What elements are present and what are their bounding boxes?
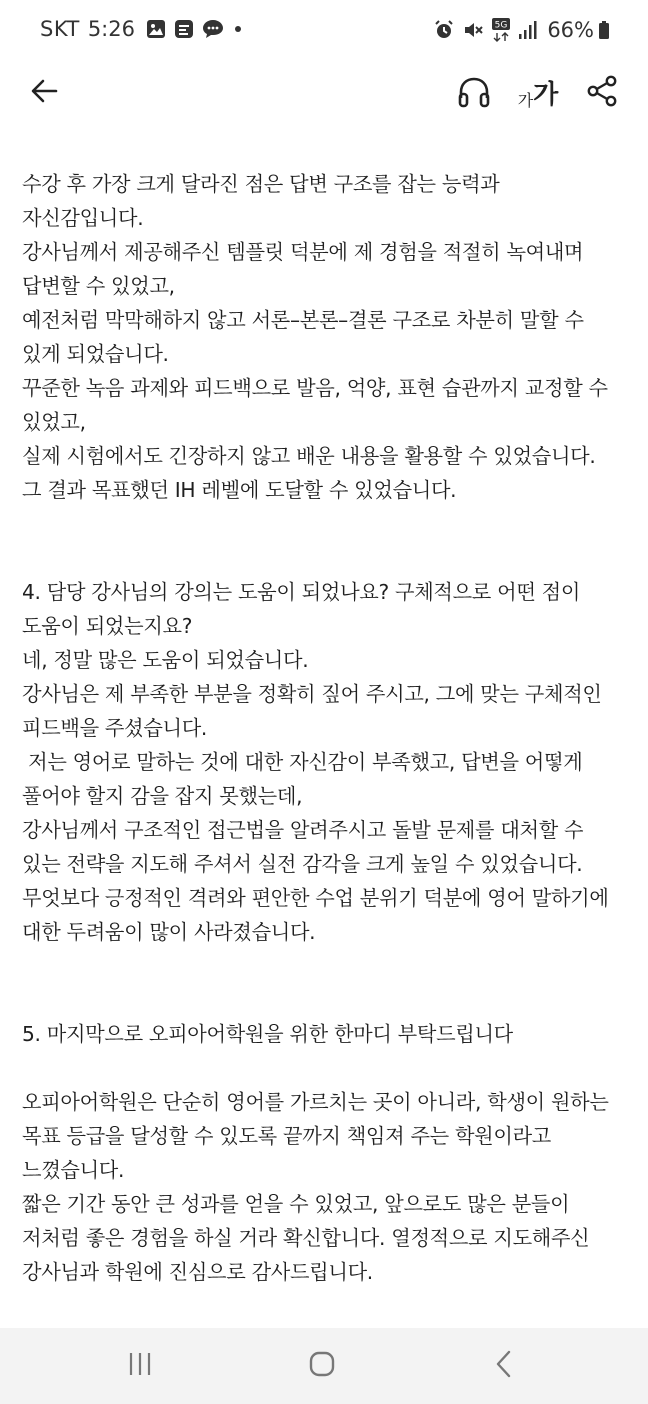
gallery-icon	[145, 18, 167, 40]
text-line: 대한 두려움이 많이 사라졌습니다.	[22, 920, 316, 944]
text-line: 저처럼 좋은 경험을 하실 거라 확신합니다. 열정적으로 지도해주신	[22, 1226, 590, 1250]
text-line: 답변할 수 있었고,	[22, 274, 175, 298]
text-line: 느꼈습니다.	[22, 1158, 125, 1182]
question-5-heading: 5. 마지막으로 오피아어학원을 위한 한마디 부탁드립니다	[22, 1022, 513, 1046]
text-line: 저는 영어로 말하는 것에 대한 자신감이 부족했고, 답변을 어떻게	[22, 750, 583, 774]
text-line: 강사님께서 구조적인 접근법을 알려주시고 돌발 문제를 대처할 수	[22, 818, 584, 842]
font-size-icon	[518, 74, 559, 111]
text-line: 실제 시험에서도 긴장하지 않고 배운 내용을 활용할 수 있었습니다.	[22, 444, 596, 468]
text-line: 풀어야 할지 감을 잡지 못했는데,	[22, 784, 303, 808]
article-body	[22, 167, 626, 1289]
text-line: 강사님께서 제공해주신 템플릿 덕분에 제 경험을 적절히 녹여내며	[22, 240, 584, 264]
app-toolbar	[0, 62, 648, 124]
text-line: 있게 되었습니다.	[22, 342, 169, 366]
text-line: 있었고,	[22, 410, 86, 434]
system-navigation-bar	[0, 1328, 648, 1404]
text-line: 강사님과 학원에 진심으로 감사드립니다.	[22, 1260, 373, 1284]
text-line: 도움이 되었는지요?	[22, 614, 193, 638]
back-arrow-icon	[29, 76, 59, 109]
back-button[interactable]	[26, 74, 62, 110]
headphones-icon	[456, 74, 492, 113]
font-size-button[interactable]	[514, 72, 562, 112]
battery-percent: 66%	[547, 18, 594, 42]
status-bar	[0, 0, 648, 62]
listen-button[interactable]	[455, 74, 493, 112]
text-line: 예전처럼 막막해하지 않고 서론–본론–결론 구조로 차분히 말할 수	[22, 308, 584, 332]
text-line: 그 결과 목표했던 IH 레벨에 도달할 수 있었습니다.	[22, 478, 457, 502]
recents-icon	[125, 1351, 155, 1381]
nav-back-icon	[492, 1349, 516, 1383]
status-left	[40, 17, 251, 41]
carrier-label: SKT	[40, 17, 80, 41]
text-line: 강사님은 제 부족한 부분을 정확히 짚어 주시고, 그에 맞는 구체적인	[22, 682, 602, 706]
text-line: 자신감입니다.	[22, 206, 144, 230]
text-line: 짧은 기간 동안 큰 성과를 얻을 수 있었고, 앞으로도 많은 분들이	[22, 1192, 570, 1216]
spacer	[22, 949, 626, 1017]
text-line: 있는 전략을 지도해 주셔서 실전 감각을 크게 높일 수 있었습니다.	[22, 852, 583, 876]
spacer	[22, 1051, 626, 1085]
nav-back-button[interactable]	[484, 1348, 524, 1384]
question-4-section	[22, 575, 626, 949]
chat-icon	[201, 18, 225, 40]
text-line: 4. 담당 강사님의 강의는 도움이 되었나요? 구체적으로 어떤 점이	[22, 580, 581, 604]
font-size-small-label: 가	[517, 92, 534, 110]
mute-icon	[462, 19, 484, 41]
share-button[interactable]	[584, 72, 620, 112]
status-right	[433, 17, 610, 43]
battery-icon	[598, 19, 610, 41]
text-line: 수강 후 가장 크게 달라진 점은 답변 구조를 잡는 능력과	[22, 172, 500, 196]
dot-icon	[231, 18, 245, 40]
app-notification-icon	[173, 18, 195, 40]
home-button[interactable]	[302, 1348, 342, 1384]
home-icon	[307, 1349, 337, 1383]
text-line: 네, 정말 많은 도움이 되었습니다.	[22, 648, 309, 672]
font-size-large-label: 가	[533, 78, 559, 109]
clock: 5:26	[87, 17, 135, 41]
text-line: 목표 등급을 달성할 수 있도록 끝까지 책임져 주는 학원이라고	[22, 1124, 551, 1148]
recents-button[interactable]	[120, 1348, 160, 1384]
svg-text:5G: 5G	[494, 20, 508, 31]
text-line: 무엇보다 긍정적인 격려와 편안한 수업 분위기 덕분에 영어 말하기에	[22, 886, 609, 910]
share-icon	[586, 74, 618, 111]
text-line: 피드백을 주셨습니다.	[22, 716, 208, 740]
answer-3-paragraph	[22, 167, 626, 507]
spacer	[22, 507, 626, 575]
text-line: 꾸준한 녹음 과제와 피드백으로 발음, 억양, 표현 습관까지 교정할 수	[22, 376, 608, 400]
signal-icon	[518, 19, 538, 41]
answer-5-paragraph	[22, 1085, 626, 1289]
network-5g-icon	[491, 17, 511, 43]
alarm-icon	[433, 19, 455, 41]
text-line: 오피아어학원은 단순히 영어를 가르치는 곳이 아니라, 학생이 원하는	[22, 1090, 609, 1114]
